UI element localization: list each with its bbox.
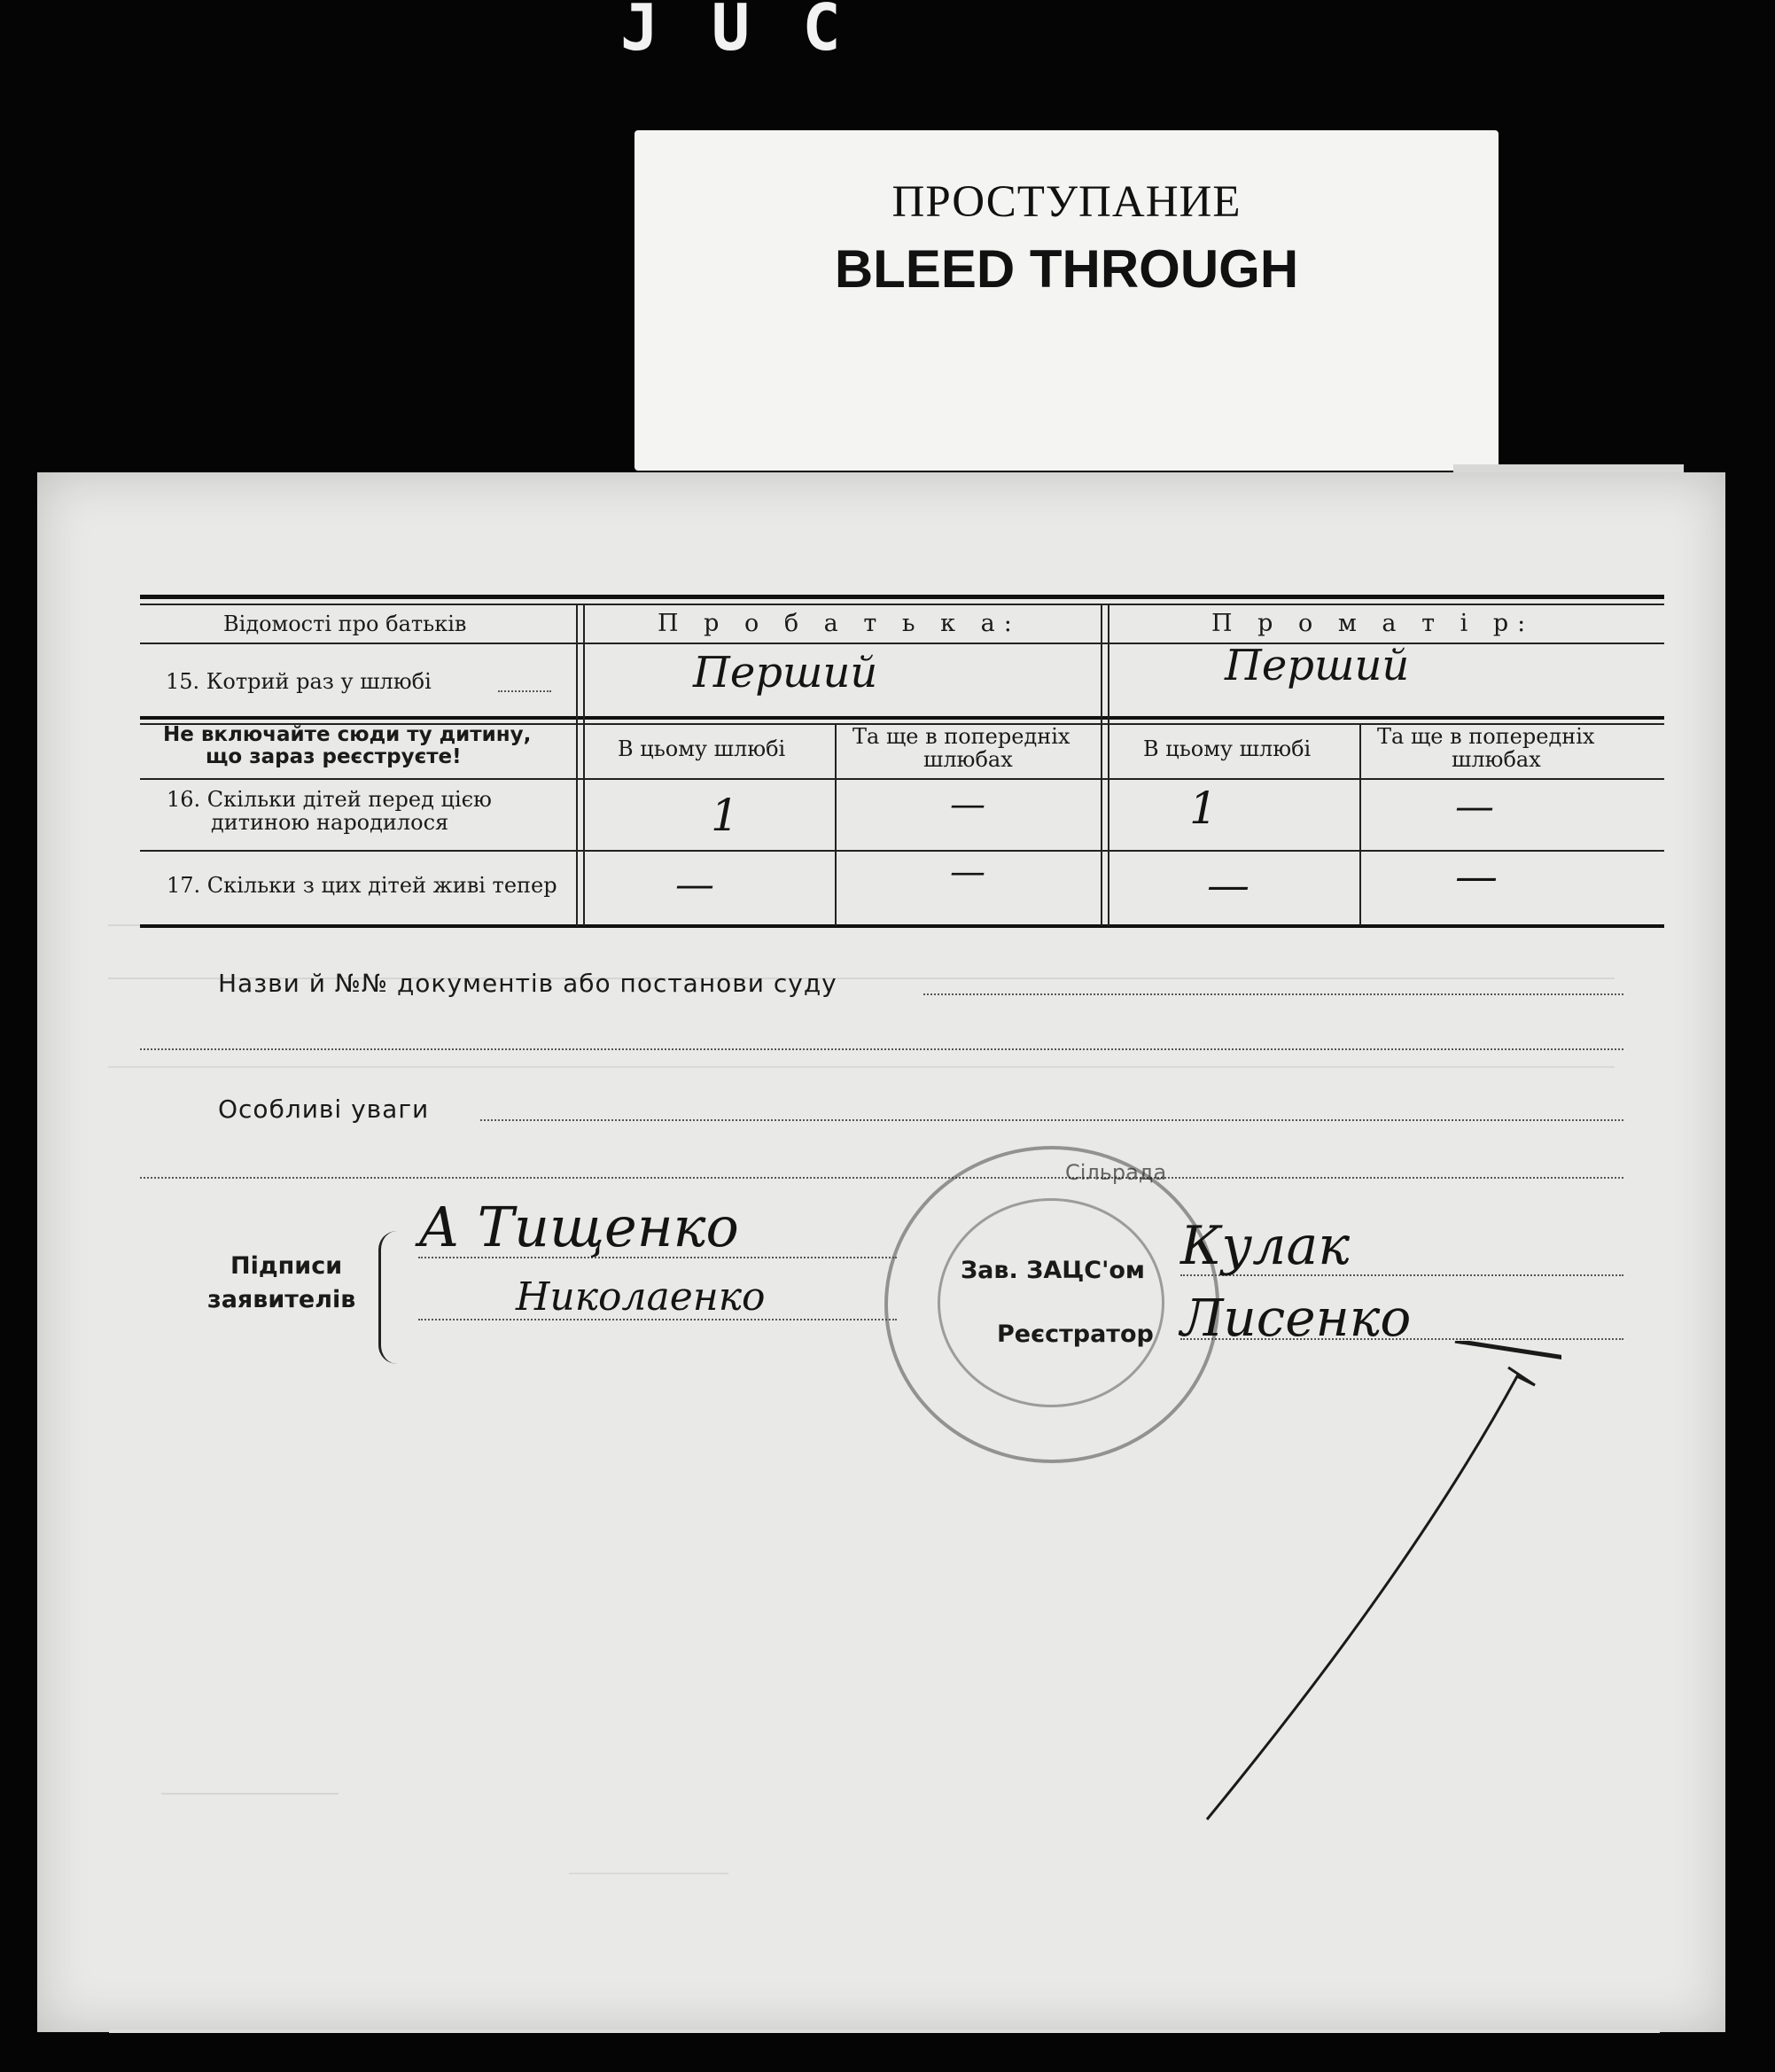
bleed-through-target-card <box>634 130 1499 471</box>
documents-field <box>923 993 1623 995</box>
row17-mother-this: — <box>1207 861 1250 910</box>
subhead-father-prev: Та ще в попередніх <box>852 724 1070 749</box>
subhead-mother-prev: Та ще в попередніх <box>1377 724 1595 749</box>
subhead-mother-prev-2: шлюбах <box>1452 747 1541 772</box>
head-signature: Кулак <box>1180 1215 1351 1277</box>
bleed-mark <box>569 1855 728 1874</box>
documents-field-2 <box>140 1048 1623 1050</box>
bottom-rule <box>109 2029 1660 2033</box>
row15-father-value: Перший <box>693 648 878 697</box>
row16-label-2: дитиною народилося <box>211 810 449 835</box>
row16-label-1: 16. Скільки дітей перед цією <box>167 787 492 812</box>
registrar-signature: Лисенко <box>1180 1288 1412 1348</box>
table-row-rule <box>140 778 1664 780</box>
target-ru-text: ПРОСТУПАНИЕ <box>891 177 1242 227</box>
note-line2: що зараз реєструєте! <box>206 745 462 768</box>
table-col-divider <box>576 604 585 926</box>
table-row-rule <box>140 716 1664 720</box>
official-stamp <box>884 1146 1219 1463</box>
subhead-mother-this: В цьому шлюбі <box>1143 736 1312 761</box>
head-label: Зав. ЗАЦС'ом <box>961 1257 1145 1284</box>
subhead-father-prev-2: шлюбах <box>923 747 1013 772</box>
documents-label: Назви й №№ документів або постанови суду <box>218 969 837 998</box>
table-col-divider <box>835 723 837 926</box>
row15-label: 15. Котрий раз у шлюбі <box>166 669 432 694</box>
row15-leader <box>498 690 551 692</box>
stamp-inner-ring <box>938 1198 1164 1407</box>
row17-father-prev: — <box>950 852 985 892</box>
table-row-rule <box>140 643 1664 644</box>
bleed-line <box>108 898 1615 926</box>
table-top-rule-2 <box>140 604 1664 605</box>
remarks-field-2 <box>140 1177 1623 1179</box>
table-col-divider <box>1359 723 1361 926</box>
signatures-label-2: заявителів <box>207 1286 356 1313</box>
signatures-label-1: Підписи <box>230 1252 343 1280</box>
subhead-father-this: В цьому шлюбі <box>618 736 786 761</box>
target-en-text: BLEED THROUGH <box>834 239 1299 299</box>
row15-mother-value: Перший <box>1225 641 1410 690</box>
remarks-label: Особливі уваги <box>218 1094 430 1124</box>
note-line1: Не включайте сюди ту дитину, <box>163 723 532 746</box>
bleed-mark <box>161 1757 339 1795</box>
row16-father-this: 1 <box>711 790 739 841</box>
bleed-line <box>108 1040 1615 1068</box>
row17-mother-prev: — <box>1455 852 1498 901</box>
stamp-text: Сільрада <box>1065 1160 1167 1185</box>
header-parents-info: Відомості про батьків <box>223 611 467 636</box>
header-mother: П р о м а т і р: <box>1211 610 1535 637</box>
row17-label: 17. Скільки з цих дітей живі тепер <box>167 873 557 898</box>
table-row-rule <box>140 850 1664 852</box>
table-col-divider <box>1101 604 1109 926</box>
frame-number: J U C <box>620 0 848 62</box>
row16-father-prev: — <box>950 784 985 825</box>
header-father: П р о б а т ь к а: <box>658 610 1021 637</box>
remarks-field <box>480 1119 1623 1121</box>
document-sheet <box>37 472 1725 2032</box>
applicant-signature-1: А Тищенко <box>418 1195 739 1259</box>
signatures-bracket <box>378 1231 397 1364</box>
registrar-label: Реєстратор <box>997 1320 1154 1348</box>
row16-mother-prev: — <box>1455 784 1494 830</box>
table-bottom-rule <box>140 924 1664 928</box>
row16-mother-this: 1 <box>1189 783 1218 834</box>
applicant-signature-2: Николаенко <box>516 1274 766 1320</box>
signature-flourish <box>1189 1341 1561 1837</box>
table-top-rule <box>140 595 1664 599</box>
row17-father-this: — <box>675 862 714 907</box>
